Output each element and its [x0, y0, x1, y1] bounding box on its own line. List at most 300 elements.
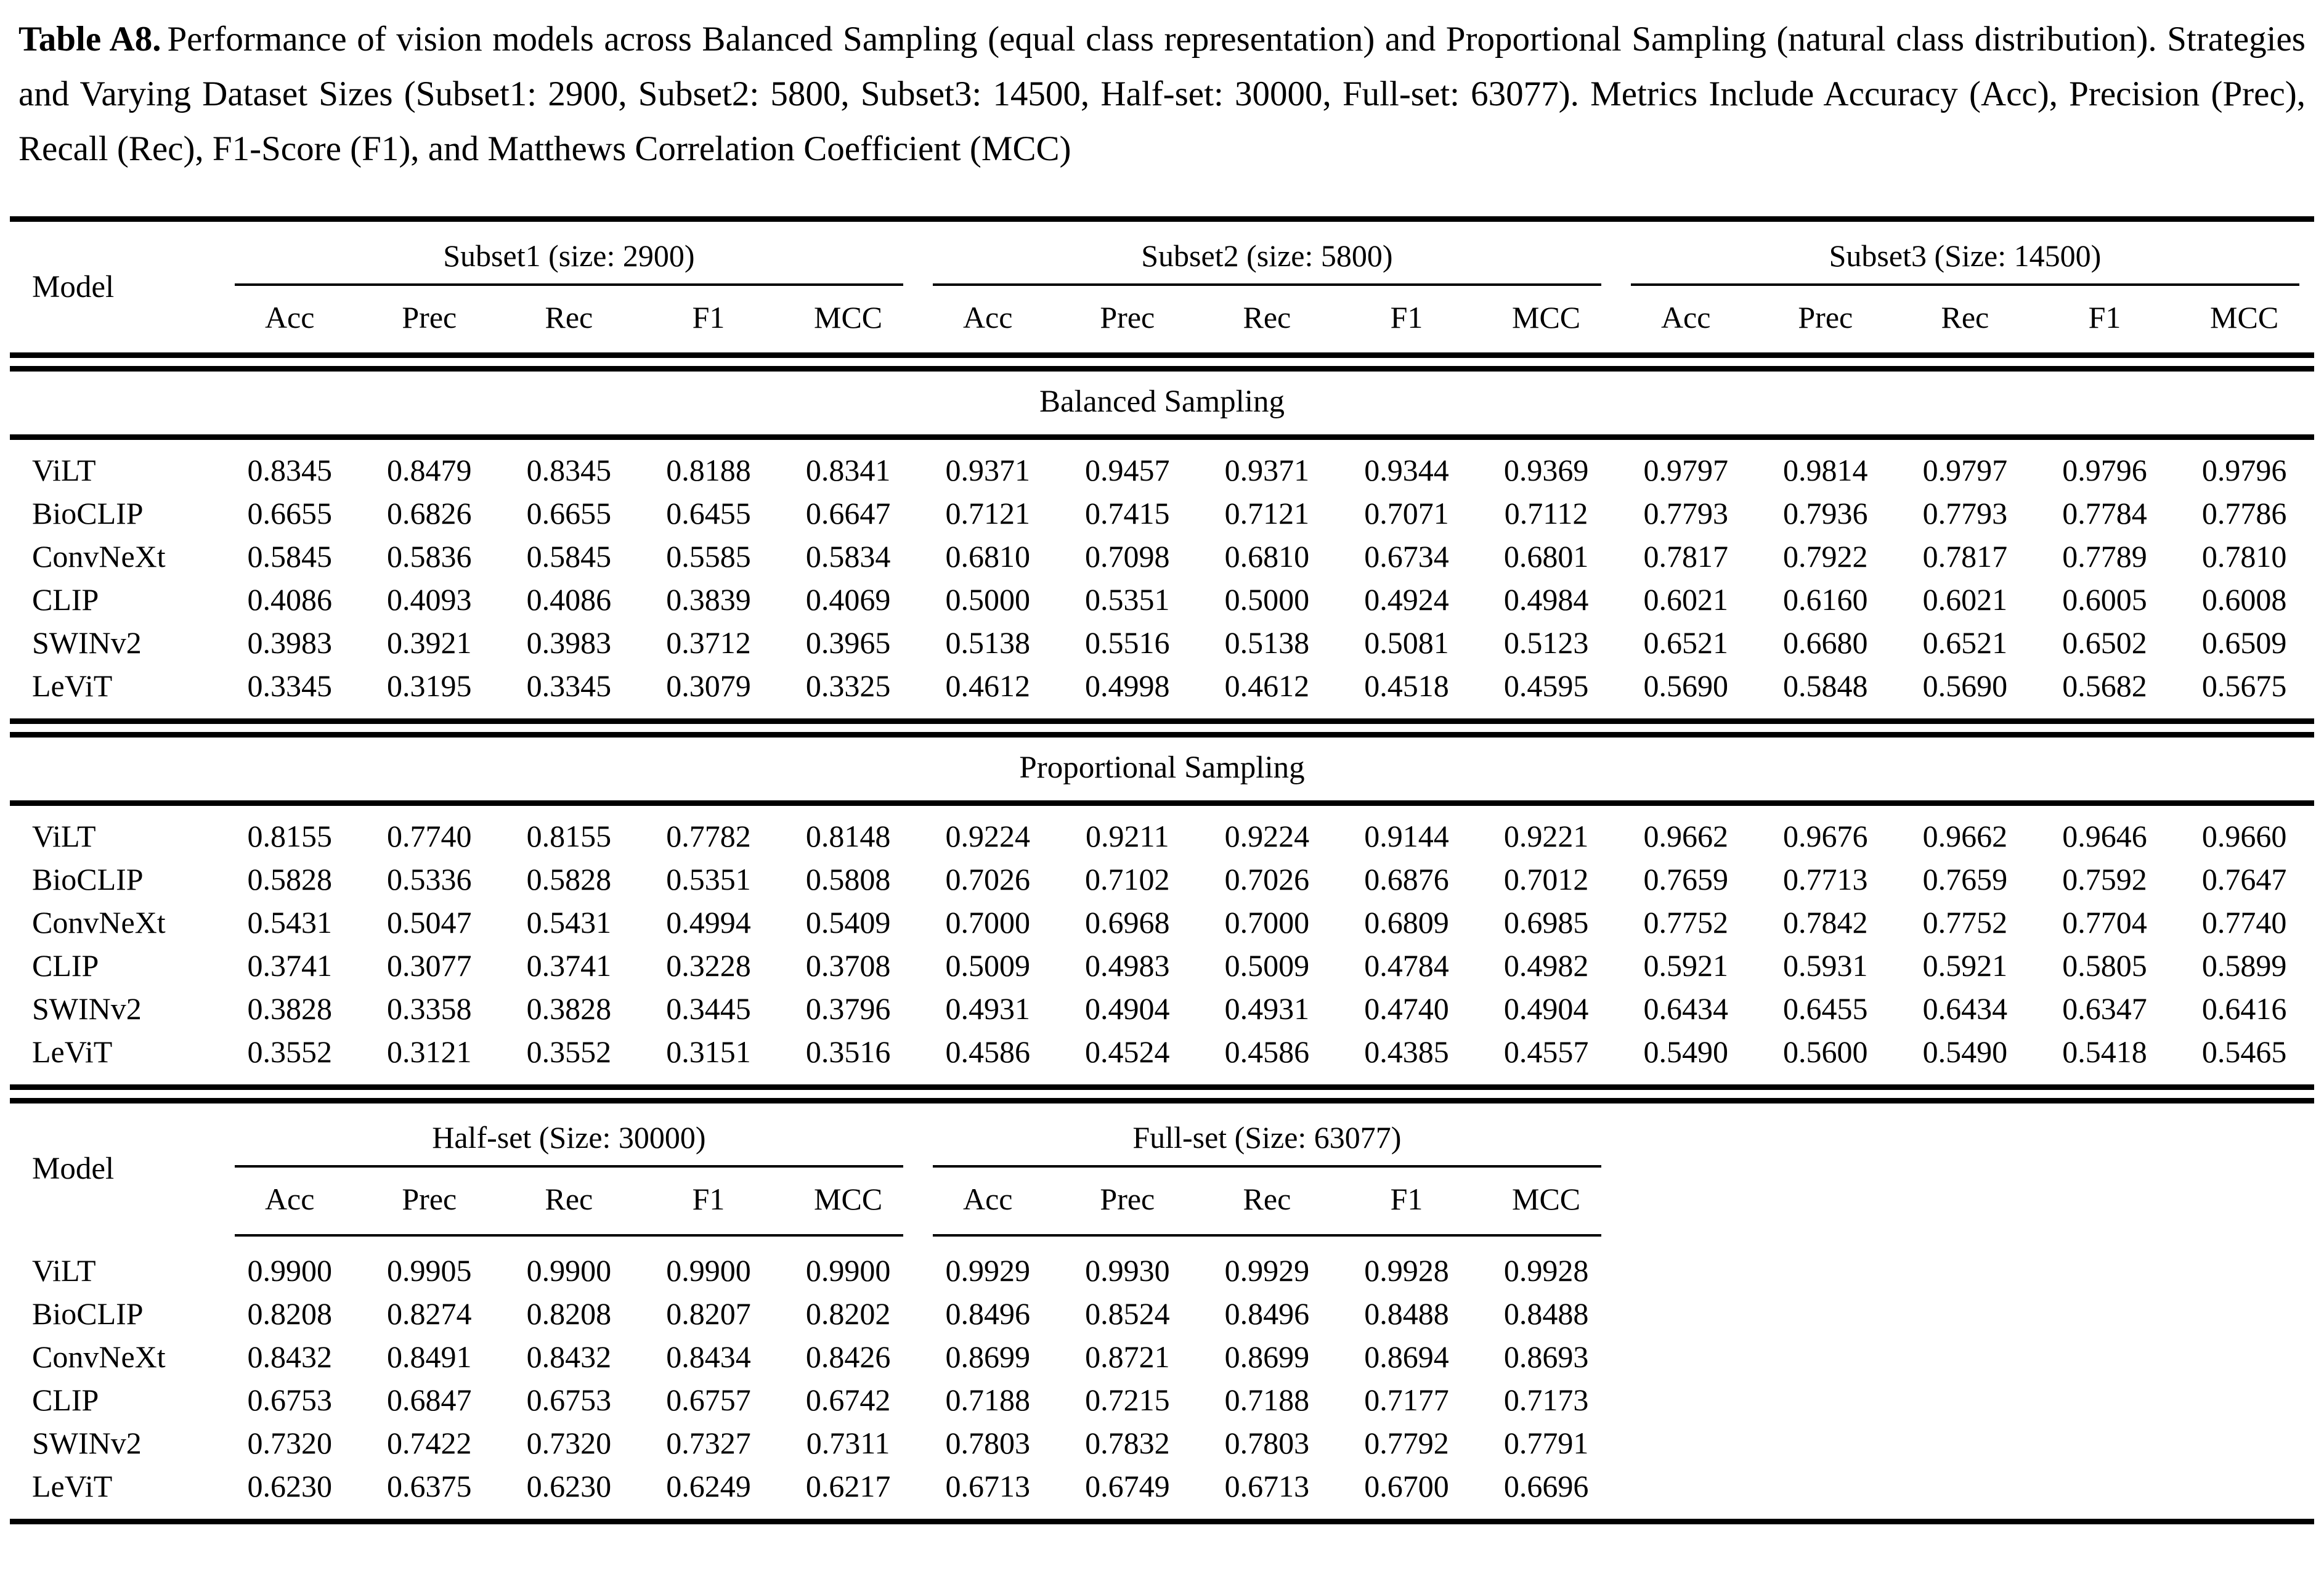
metric-value-cell: 0.3741	[247, 948, 332, 983]
metric-value-cell: 0.7121	[945, 495, 1030, 530]
metric-value-cell: 0.4586	[1224, 1034, 1310, 1069]
metric-value-cell: 0.3195	[387, 668, 472, 703]
metric-value-cell: 0.5834	[805, 539, 891, 574]
metric-value-cell: 0.9900	[805, 1253, 891, 1288]
metric-value-cell: 0.7659	[1643, 861, 1728, 896]
metric-value-cell: 0.3228	[666, 948, 751, 983]
metric-value-cell: 0.7922	[1783, 539, 1868, 574]
metric-value-cell: 0.6713	[1224, 1468, 1310, 1503]
model-name-cell: LeViT	[32, 1468, 113, 1503]
empty-cell	[10, 1234, 220, 1240]
metric-header-acc: Acc	[1660, 299, 1711, 335]
metric-value-cell: 0.3345	[247, 668, 332, 703]
double-rule-line	[10, 1084, 2314, 1103]
metric-value-cell: 0.5931	[1783, 948, 1868, 983]
model-name-cell: ConvNeXt	[32, 539, 166, 574]
empty-cell	[1755, 1378, 1895, 1421]
cmidrule-line	[235, 1234, 903, 1237]
metric-value-cell: 0.8524	[1085, 1296, 1170, 1331]
table-row	[10, 440, 2314, 492]
metric-value-cell: 0.3965	[805, 625, 891, 660]
metric-header-f1: F1	[2088, 299, 2121, 335]
metric-value-cell: 0.9900	[247, 1253, 332, 1288]
metric-value-cell: 0.6160	[1783, 582, 1868, 617]
metric-value-cell: 0.6810	[945, 539, 1030, 574]
metric-value-cell: 0.8345	[247, 452, 332, 487]
metric-value-cell: 0.9457	[1085, 452, 1170, 487]
main-table	[10, 216, 2314, 1103]
metric-value-cell: 0.9796	[2062, 452, 2147, 487]
metric-value-cell: 0.3552	[247, 1034, 332, 1069]
metric-value-cell: 0.6742	[805, 1382, 891, 1417]
metric-value-cell: 0.6217	[805, 1468, 891, 1503]
metric-value-cell: 0.6375	[387, 1468, 472, 1503]
metric-value-cell: 0.7803	[945, 1425, 1030, 1460]
metric-value-cell: 0.6249	[666, 1468, 751, 1503]
model-column-header: Model	[32, 1151, 115, 1186]
metric-value-cell: 0.6455	[666, 495, 751, 530]
section-title-balanced: Balanced Sampling	[1039, 384, 1285, 419]
metric-value-cell: 0.9905	[387, 1253, 472, 1288]
metric-value-cell: 0.4086	[526, 582, 612, 617]
group-label: Subset1 (size: 2900)	[235, 238, 903, 286]
metric-value-cell: 0.6680	[1783, 625, 1868, 660]
metric-value-cell: 0.5690	[1922, 668, 2008, 703]
metric-value-cell: 0.8341	[805, 452, 891, 487]
metric-value-cell: 0.4612	[945, 668, 1030, 703]
table-row	[10, 1335, 2314, 1378]
double-rule	[10, 1084, 2314, 1103]
metric-value-cell: 0.3445	[666, 991, 751, 1026]
metric-value-cell: 0.5682	[2062, 668, 2147, 703]
group-header-subset2	[918, 219, 1616, 286]
metric-value-cell: 0.8479	[387, 452, 472, 487]
empty-cell	[1895, 1240, 2035, 1292]
metric-value-cell: 0.7740	[387, 818, 472, 853]
metric-value-cell: 0.5465	[2201, 1034, 2287, 1069]
metric-value-cell: 0.8188	[666, 452, 751, 487]
metric-value-cell: 0.6809	[1364, 904, 1449, 940]
metric-value-cell: 0.3516	[805, 1034, 891, 1069]
group-header-row	[10, 1103, 2314, 1168]
metric-value-cell: 0.5921	[1922, 948, 2008, 983]
metric-value-cell: 0.4924	[1364, 582, 1449, 617]
metric-value-cell: 0.4524	[1085, 1034, 1170, 1069]
main-table-header	[10, 219, 2314, 352]
metric-value-cell: 0.5828	[247, 861, 332, 896]
table-row	[10, 858, 2314, 901]
metric-value-cell: 0.3077	[387, 948, 472, 983]
metric-value-cell: 0.3325	[805, 668, 891, 703]
metric-value-cell: 0.3921	[387, 625, 472, 660]
model-name-cell: ViLT	[32, 452, 96, 487]
metric-value-cell: 0.7752	[1643, 904, 1728, 940]
metric-value-cell: 0.8207	[666, 1296, 751, 1331]
metric-value-cell: 0.8693	[1503, 1339, 1589, 1374]
metric-value-cell: 0.6968	[1085, 904, 1170, 940]
metric-header-row	[10, 286, 2314, 352]
metric-value-cell: 0.7810	[2201, 539, 2287, 574]
metric-value-cell: 0.6749	[1085, 1468, 1170, 1503]
metric-value-cell: 0.6810	[1224, 539, 1310, 574]
metric-value-cell: 0.4982	[1503, 948, 1589, 983]
empty-cell	[1755, 1421, 1895, 1465]
bottom-table	[10, 1103, 2314, 1524]
metric-value-cell: 0.6734	[1364, 539, 1449, 574]
group-header-subset1	[220, 219, 918, 286]
model-name-cell: ConvNeXt	[32, 1339, 166, 1374]
empty-cell	[2174, 1378, 2314, 1421]
balanced-sampling-body	[10, 440, 2314, 718]
metric-value-cell: 0.8496	[945, 1296, 1030, 1331]
metric-value-cell: 0.9144	[1364, 818, 1449, 853]
rule-block	[10, 718, 2314, 806]
metric-value-cell: 0.4518	[1364, 668, 1449, 703]
thick-rule-line	[10, 800, 2314, 806]
empty-cell	[2174, 1240, 2314, 1292]
metric-value-cell: 0.6230	[526, 1468, 612, 1503]
metric-value-cell: 0.7740	[2201, 904, 2287, 940]
double-rule-line	[10, 352, 2314, 372]
metric-value-cell: 0.5009	[1224, 948, 1310, 983]
metric-value-cell: 0.6434	[1922, 991, 2008, 1026]
metric-value-cell: 0.3121	[387, 1034, 472, 1069]
metric-value-cell: 0.3358	[387, 991, 472, 1026]
metric-value-cell: 0.7311	[806, 1425, 890, 1460]
double-rule-line	[10, 718, 2314, 738]
metric-value-cell: 0.7098	[1085, 539, 1170, 574]
empty-cell	[2035, 1421, 2175, 1465]
metric-value-cell: 0.5490	[1643, 1034, 1728, 1069]
metric-value-cell: 0.7786	[2201, 495, 2287, 530]
group-label: Subset2 (size: 5800)	[933, 238, 1601, 286]
metric-value-cell: 0.4983	[1085, 948, 1170, 983]
metric-header-prec: Prec	[402, 1181, 457, 1216]
metric-value-cell: 0.7936	[1783, 495, 1868, 530]
group-header-row	[10, 219, 2314, 286]
metric-value-cell: 0.6713	[945, 1468, 1030, 1503]
metric-value-cell: 0.5836	[387, 539, 472, 574]
metric-value-cell: 0.6753	[526, 1382, 612, 1417]
metric-value-cell: 0.5418	[2062, 1034, 2147, 1069]
empty-cell	[1616, 1335, 1756, 1378]
metric-header-f1: F1	[1390, 1181, 1423, 1216]
table-row	[10, 1378, 2314, 1421]
metric-value-cell: 0.5805	[2062, 948, 2147, 983]
metric-value-cell: 0.9224	[1224, 818, 1310, 853]
model-name-cell: LeViT	[32, 668, 113, 703]
empty-cell	[1616, 1292, 1756, 1335]
metric-value-cell: 0.5081	[1364, 625, 1449, 660]
metric-value-cell: 0.6753	[247, 1382, 332, 1417]
metric-value-cell: 0.5828	[526, 861, 612, 896]
metric-value-cell: 0.8432	[526, 1339, 612, 1374]
model-name-cell: ViLT	[32, 818, 96, 853]
metric-value-cell: 0.8208	[247, 1296, 332, 1331]
metric-value-cell: 0.9797	[1922, 452, 2008, 487]
metric-value-cell: 0.5585	[666, 539, 751, 574]
metric-value-cell: 0.8432	[247, 1339, 332, 1374]
metric-value-cell: 0.9660	[2201, 818, 2287, 853]
metric-value-cell: 0.9344	[1364, 452, 1449, 487]
metric-value-cell: 0.6521	[1922, 625, 2008, 660]
metric-value-cell: 0.8426	[805, 1339, 891, 1374]
metric-value-cell: 0.6826	[387, 495, 472, 530]
empty-cell	[2035, 1335, 2175, 1378]
metric-value-cell: 0.8274	[387, 1296, 472, 1331]
bottom-table-header	[10, 1103, 2314, 1240]
double-rule	[10, 352, 2314, 372]
metric-value-cell: 0.4093	[387, 582, 472, 617]
model-name-cell: ConvNeXt	[32, 904, 166, 940]
metric-value-cell: 0.6021	[1922, 582, 2008, 617]
metric-value-cell: 0.8699	[1224, 1339, 1310, 1374]
proportional-sampling-body	[10, 806, 2314, 1084]
metric-value-cell: 0.6985	[1503, 904, 1589, 940]
model-name-cell: ViLT	[32, 1253, 96, 1288]
empty-cell	[1616, 1378, 1756, 1421]
metric-value-cell: 0.8488	[1503, 1296, 1589, 1331]
metric-value-cell: 0.6230	[247, 1468, 332, 1503]
metric-header-prec: Prec	[1798, 299, 1853, 335]
metric-value-cell: 0.5675	[2201, 668, 2287, 703]
empty-cell	[2174, 1465, 2314, 1522]
metric-value-cell: 0.5000	[945, 582, 1030, 617]
metric-header-mcc: MCC	[1511, 299, 1581, 335]
halfset-fullset-body	[10, 1240, 2314, 1522]
metric-value-cell: 0.5848	[1783, 668, 1868, 703]
empty-cell	[2035, 1240, 2175, 1292]
empty-cell	[1895, 1465, 2035, 1522]
metric-value-cell: 0.5516	[1085, 625, 1170, 660]
metric-value-cell: 0.7121	[1224, 495, 1310, 530]
empty-cell	[1755, 1292, 1895, 1335]
metric-value-cell: 0.8694	[1364, 1339, 1449, 1374]
metric-header-acc: Acc	[962, 299, 1013, 335]
metric-value-cell: 0.4612	[1224, 668, 1310, 703]
metric-value-cell: 0.4904	[1085, 991, 1170, 1026]
model-name-cell: LeViT	[32, 1034, 113, 1069]
empty-cell	[2035, 1378, 2175, 1421]
metric-value-cell: 0.3552	[526, 1034, 612, 1069]
thick-rule-line	[10, 434, 2314, 440]
metric-value-cell: 0.3741	[526, 948, 612, 983]
metric-value-cell: 0.3708	[805, 948, 891, 983]
metric-value-cell: 0.5431	[247, 904, 332, 940]
metric-value-cell: 0.6700	[1364, 1468, 1449, 1503]
metric-value-cell: 0.3151	[666, 1034, 751, 1069]
metric-value-cell: 0.5000	[1224, 582, 1310, 617]
metric-value-cell: 0.9928	[1503, 1253, 1589, 1288]
metric-value-cell: 0.8345	[526, 452, 612, 487]
metric-value-cell: 0.5351	[1085, 582, 1170, 617]
empty-header-region	[1616, 1103, 2314, 1234]
metric-value-cell: 0.7320	[526, 1425, 612, 1460]
model-name-cell: BioCLIP	[32, 495, 144, 530]
metric-value-cell: 0.4086	[247, 582, 332, 617]
metric-value-cell: 0.5431	[526, 904, 612, 940]
metric-value-cell: 0.7012	[1503, 861, 1589, 896]
metric-value-cell: 0.9211	[1085, 818, 1169, 853]
metric-value-cell: 0.5845	[526, 539, 612, 574]
metric-value-cell: 0.7026	[945, 861, 1030, 896]
metric-value-cell: 0.6416	[2201, 991, 2287, 1026]
metric-header-rec: Rec	[1243, 1181, 1291, 1216]
metric-value-cell: 0.9929	[1224, 1253, 1310, 1288]
metric-value-cell: 0.3828	[526, 991, 612, 1026]
rule-block	[10, 1084, 2314, 1103]
empty-cell	[2035, 1292, 2175, 1335]
metric-value-cell: 0.4931	[945, 991, 1030, 1026]
metric-value-cell: 0.5009	[945, 948, 1030, 983]
empty-cell	[1616, 1234, 2314, 1240]
metric-value-cell: 0.3839	[666, 582, 751, 617]
section-title-row	[10, 738, 2314, 800]
empty-cell	[1895, 1292, 2035, 1335]
metric-value-cell: 0.6521	[1643, 625, 1728, 660]
group-label: Half-set (Size: 30000)	[235, 1120, 903, 1168]
table-row	[10, 621, 2314, 664]
group-header-halfset	[220, 1103, 918, 1168]
metric-value-cell: 0.7789	[2062, 539, 2147, 574]
metric-value-cell: 0.4557	[1503, 1034, 1589, 1069]
group-label: Full-set (Size: 63077)	[933, 1120, 1601, 1168]
table-row	[10, 1465, 2314, 1522]
table-row	[10, 944, 2314, 987]
metric-value-cell: 0.3712	[666, 625, 751, 660]
metric-value-cell: 0.9797	[1643, 452, 1728, 487]
empty-cell	[1895, 1378, 2035, 1421]
metric-value-cell: 0.4784	[1364, 948, 1449, 983]
metric-header-f1: F1	[692, 299, 725, 335]
metric-value-cell: 0.7793	[1643, 495, 1728, 530]
metric-value-cell: 0.4385	[1364, 1034, 1449, 1069]
metric-value-cell: 0.8208	[526, 1296, 612, 1331]
model-name-cell: BioCLIP	[32, 1296, 144, 1331]
metric-value-cell: 0.9371	[945, 452, 1030, 487]
table-row	[10, 987, 2314, 1030]
metric-value-cell: 0.6008	[2201, 582, 2287, 617]
table-row	[10, 1292, 2314, 1335]
metric-value-cell: 0.5336	[387, 861, 472, 896]
metric-value-cell: 0.4595	[1503, 668, 1589, 703]
metric-value-cell: 0.7659	[1922, 861, 2008, 896]
metric-value-cell: 0.4931	[1224, 991, 1310, 1026]
metric-value-cell: 0.4069	[805, 582, 891, 617]
metric-value-cell: 0.6801	[1503, 539, 1589, 574]
section-title-proportional: Proportional Sampling	[1019, 750, 1305, 785]
metric-value-cell: 0.6655	[526, 495, 612, 530]
metric-value-cell: 0.8491	[387, 1339, 472, 1374]
metric-value-cell: 0.6757	[666, 1382, 751, 1417]
cmidrule-row	[10, 1234, 2314, 1240]
metric-value-cell: 0.6847	[387, 1382, 472, 1417]
table-row	[10, 1240, 2314, 1292]
metric-header-acc: Acc	[264, 299, 315, 335]
model-name-cell: SWINv2	[32, 991, 142, 1026]
metric-header-mcc: MCC	[2210, 299, 2279, 335]
table-row	[10, 1030, 2314, 1084]
cmidrule-fullset	[918, 1234, 1616, 1240]
metric-value-cell: 0.5138	[1224, 625, 1310, 660]
table-row	[10, 492, 2314, 535]
metric-value-cell: 0.7842	[1783, 904, 1868, 940]
metric-value-cell: 0.5845	[247, 539, 332, 574]
metric-value-cell: 0.7112	[1504, 495, 1588, 530]
metric-value-cell: 0.5921	[1643, 948, 1728, 983]
metric-header-acc: Acc	[962, 1181, 1013, 1216]
metric-header-prec: Prec	[402, 299, 457, 335]
metric-value-cell: 0.5138	[945, 625, 1030, 660]
metric-value-cell: 0.7102	[1085, 861, 1170, 896]
group-header-fullset	[918, 1103, 1616, 1168]
metric-value-cell: 0.3796	[805, 991, 891, 1026]
model-name-cell: BioCLIP	[32, 861, 144, 896]
metric-header-rec: Rec	[545, 1181, 593, 1216]
metric-value-cell: 0.6502	[2062, 625, 2147, 660]
metric-value-cell: 0.6876	[1364, 861, 1449, 896]
metric-value-cell: 0.3983	[526, 625, 612, 660]
metric-value-cell: 0.9676	[1783, 818, 1868, 853]
double-rule	[10, 718, 2314, 738]
metric-value-cell: 0.7803	[1224, 1425, 1310, 1460]
table-row	[10, 578, 2314, 621]
metric-value-cell: 0.7793	[1922, 495, 2008, 530]
metric-value-cell: 0.9371	[1224, 452, 1310, 487]
metric-value-cell: 0.8148	[805, 818, 891, 853]
metric-value-cell: 0.9930	[1085, 1253, 1170, 1288]
empty-cell	[1895, 1421, 2035, 1465]
metric-header-f1: F1	[692, 1181, 725, 1216]
group-header-subset3	[1616, 219, 2314, 286]
empty-cell	[1616, 1421, 1756, 1465]
model-name-cell: CLIP	[32, 582, 99, 617]
metric-value-cell: 0.9662	[1922, 818, 2008, 853]
empty-cell	[2174, 1335, 2314, 1378]
metric-value-cell: 0.6647	[805, 495, 891, 530]
table-row	[10, 664, 2314, 718]
metric-value-cell: 0.9796	[2201, 452, 2287, 487]
metric-value-cell: 0.7592	[2062, 861, 2147, 896]
empty-cell	[1755, 1240, 1895, 1292]
empty-cell	[2035, 1465, 2175, 1522]
table-row	[10, 901, 2314, 944]
metric-value-cell: 0.7791	[1503, 1425, 1589, 1460]
metric-value-cell: 0.5690	[1643, 668, 1728, 703]
metric-value-cell: 0.5351	[666, 861, 751, 896]
metric-value-cell: 0.7215	[1085, 1382, 1170, 1417]
metric-value-cell: 0.5047	[387, 904, 472, 940]
metric-value-cell: 0.7422	[387, 1425, 472, 1460]
empty-cell	[2174, 1292, 2314, 1335]
model-name-cell: CLIP	[32, 948, 99, 983]
metric-value-cell: 0.8488	[1364, 1296, 1449, 1331]
empty-cell	[2174, 1421, 2314, 1465]
metric-value-cell: 0.8155	[247, 818, 332, 853]
model-name-cell: SWINv2	[32, 1425, 142, 1460]
metric-value-cell: 0.7327	[666, 1425, 751, 1460]
metric-value-cell: 0.7647	[2201, 861, 2287, 896]
metric-value-cell: 0.5899	[2201, 948, 2287, 983]
metric-value-cell: 0.8202	[805, 1296, 891, 1331]
metric-value-cell: 0.9646	[2062, 818, 2147, 853]
model-column-header: Model	[32, 269, 115, 304]
metric-value-cell: 0.8155	[526, 818, 612, 853]
metric-value-cell: 0.7713	[1783, 861, 1868, 896]
metric-value-cell: 0.5409	[805, 904, 891, 940]
metric-value-cell: 0.5490	[1922, 1034, 2008, 1069]
metric-value-cell: 0.6455	[1783, 991, 1868, 1026]
